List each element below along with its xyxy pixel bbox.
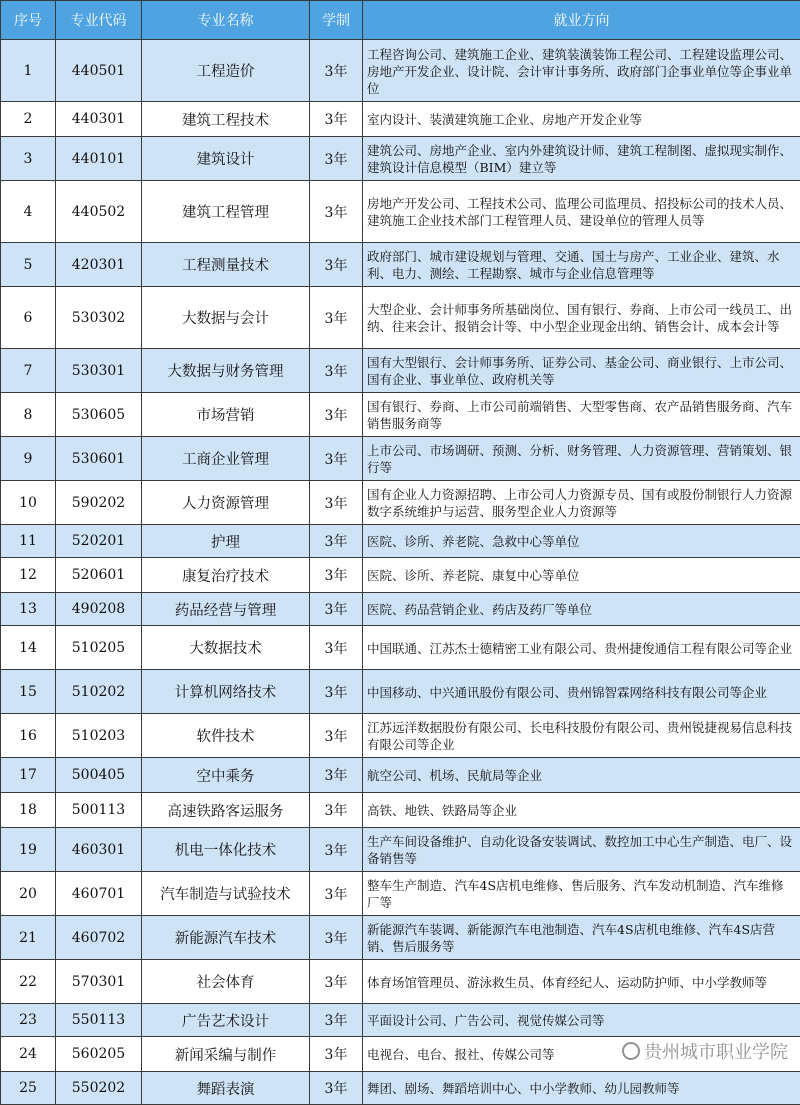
row-years: 3年: [310, 481, 363, 525]
row-no: 17: [1, 758, 56, 793]
row-code: 520601: [56, 558, 142, 593]
row-name: 建筑设计: [142, 137, 310, 181]
row-years: 3年: [310, 916, 363, 960]
row-years: 3年: [310, 828, 363, 872]
row-years: 3年: [310, 349, 363, 393]
row-direction: 室内设计、装潢建筑施工企业、房地产开发企业等: [363, 102, 800, 137]
table-row: [1, 437, 800, 481]
header-years: 学制: [310, 1, 363, 40]
header-no: 序号: [1, 1, 56, 40]
row-code: 460702: [56, 916, 142, 960]
row-direction: 中国联通、江苏杰士德精密工业有限公司、贵州捷俊通信工程有限公司等企业: [363, 626, 800, 670]
row-years: 3年: [310, 525, 363, 558]
row-name: 建筑工程技术: [142, 102, 310, 137]
row-code: 530301: [56, 349, 142, 393]
row-years: 3年: [310, 137, 363, 181]
watermark-text: 贵州城市职业学院: [644, 1038, 788, 1064]
row-name: 工程造价: [142, 40, 310, 102]
row-code: 550113: [56, 1004, 142, 1037]
row-no: 4: [1, 181, 56, 243]
table-row: [1, 828, 800, 872]
table-row: [1, 872, 800, 916]
row-code: 440301: [56, 102, 142, 137]
row-name: 工商企业管理: [142, 437, 310, 481]
table-row: [1, 558, 800, 593]
row-code: 500405: [56, 758, 142, 793]
row-direction: 航空公司、机场、民航局等企业: [363, 758, 800, 793]
row-code: 510203: [56, 714, 142, 758]
row-code: 510205: [56, 626, 142, 670]
row-no: 14: [1, 626, 56, 670]
row-name: 机电一体化技术: [142, 828, 310, 872]
wechat-icon: [622, 1042, 640, 1060]
row-no: 11: [1, 525, 56, 558]
row-code: 590202: [56, 481, 142, 525]
table-row: [1, 393, 800, 437]
row-direction: 政府部门、城市建设规划与管理、交通、国土与房产、工业企业、建筑、水利、电力、测绘、工程勘察、城市与企业信息管理等: [363, 243, 800, 287]
row-direction: 国有大型银行、会计师事务所、证券公司、基金公司、商业银行、上市公司、国有企业、事业单位、政府机关等: [363, 349, 800, 393]
table-row: [1, 1072, 800, 1105]
row-no: 10: [1, 481, 56, 525]
row-years: 3年: [310, 1072, 363, 1105]
row-years: 3年: [310, 593, 363, 626]
row-name: 大数据技术: [142, 626, 310, 670]
row-direction: 医院、诊所、养老院、康复中心等单位: [363, 558, 800, 593]
table-header-row: [1, 1, 800, 40]
row-years: 3年: [310, 40, 363, 102]
row-name: 高速铁路客运服务: [142, 793, 310, 828]
row-name: 护理: [142, 525, 310, 558]
row-no: 20: [1, 872, 56, 916]
row-no: 9: [1, 437, 56, 481]
row-direction: 医院、诊所、养老院、急救中心等单位: [363, 525, 800, 558]
row-direction: 整车生产制造、汽车4S店机电维修、售后服务、汽车发动机制造、汽车维修厂等: [363, 872, 800, 916]
row-no: 15: [1, 670, 56, 714]
row-years: 3年: [310, 287, 363, 349]
row-years: 3年: [310, 243, 363, 287]
row-years: 3年: [310, 393, 363, 437]
row-code: 530601: [56, 437, 142, 481]
row-direction: 工程咨询公司、建筑施工企业、建筑装潢装饰工程公司、工程建设监理公司、房地产开发企业、设计院、会计审计事务所、政府部门企事业单位等企事业单位: [363, 40, 800, 102]
row-no: 22: [1, 960, 56, 1004]
row-name: 新闻采编与制作: [142, 1037, 310, 1072]
row-name: 康复治疗技术: [142, 558, 310, 593]
table-row: [1, 481, 800, 525]
table-row: [1, 626, 800, 670]
table-row: [1, 758, 800, 793]
row-years: 3年: [310, 872, 363, 916]
row-years: 3年: [310, 1037, 363, 1072]
row-no: 8: [1, 393, 56, 437]
row-no: 18: [1, 793, 56, 828]
row-code: 490208: [56, 593, 142, 626]
row-name: 建筑工程管理: [142, 181, 310, 243]
row-name: 软件技术: [142, 714, 310, 758]
row-name: 广告艺术设计: [142, 1004, 310, 1037]
row-no: 21: [1, 916, 56, 960]
row-code: 440101: [56, 137, 142, 181]
row-code: 460701: [56, 872, 142, 916]
row-no: 23: [1, 1004, 56, 1037]
row-years: 3年: [310, 758, 363, 793]
row-no: 1: [1, 40, 56, 102]
row-no: 16: [1, 714, 56, 758]
row-code: 420301: [56, 243, 142, 287]
row-years: 3年: [310, 714, 363, 758]
row-code: 440502: [56, 181, 142, 243]
row-direction: 大型企业、会计师事务所基础岗位、国有银行、券商、上市公司一线员工、出纳、往来会计、报销会计等、中小型企业现金出纳、销售会计、成本会计等: [363, 287, 800, 349]
row-direction: 体育场馆管理员、游泳救生员、体育经纪人、运动防护师、中小学教师等: [363, 960, 800, 1004]
table-row: [1, 916, 800, 960]
row-name: 舞蹈表演: [142, 1072, 310, 1105]
row-direction: 中国移动、中兴通讯股份有限公司、贵州锦智霖网络科技有限公司等企业: [363, 670, 800, 714]
row-years: 3年: [310, 1004, 363, 1037]
table-row: [1, 181, 800, 243]
row-no: 5: [1, 243, 56, 287]
row-name: 大数据与财务管理: [142, 349, 310, 393]
table-row: [1, 793, 800, 828]
row-no: 13: [1, 593, 56, 626]
table-row: [1, 102, 800, 137]
row-direction: 生产车间设备维护、自动化设备安装调试、数控加工中心生产制造、电厂、设备销售等: [363, 828, 800, 872]
row-code: 500113: [56, 793, 142, 828]
row-code: 440501: [56, 40, 142, 102]
row-name: 空中乘务: [142, 758, 310, 793]
row-years: 3年: [310, 793, 363, 828]
row-name: 新能源汽车技术: [142, 916, 310, 960]
row-years: 3年: [310, 558, 363, 593]
row-direction: 电视台、电台、报社、传媒公司等: [363, 1037, 800, 1072]
row-no: 7: [1, 349, 56, 393]
header-direction: 就业方向: [363, 1, 800, 40]
row-years: 3年: [310, 102, 363, 137]
row-no: 24: [1, 1037, 56, 1072]
header-code: 专业代码: [56, 1, 142, 40]
row-code: 570301: [56, 960, 142, 1004]
table-row: [1, 243, 800, 287]
row-direction: 新能源汽车装调、新能源汽车电池制造、汽车4S店机电维修、汽车4S店营销、售后服务等: [363, 916, 800, 960]
table-row: [1, 349, 800, 393]
row-name: 人力资源管理: [142, 481, 310, 525]
row-name: 工程测量技术: [142, 243, 310, 287]
row-code: 560205: [56, 1037, 142, 1072]
row-direction: 平面设计公司、广告公司、视觉传媒公司等: [363, 1004, 800, 1037]
table-row: [1, 137, 800, 181]
row-direction: 舞团、剧场、舞蹈培训中心、中小学教师、幼儿园教师等: [363, 1072, 800, 1105]
table-row: [1, 670, 800, 714]
row-code: 550202: [56, 1072, 142, 1105]
table-row: [1, 960, 800, 1004]
row-name: 药品经营与管理: [142, 593, 310, 626]
row-name: 社会体育: [142, 960, 310, 1004]
row-years: 3年: [310, 670, 363, 714]
row-no: 25: [1, 1072, 56, 1105]
row-code: 520201: [56, 525, 142, 558]
row-no: 3: [1, 137, 56, 181]
row-direction: 上市公司、市场调研、预测、分析、财务管理、人力资源管理、营销策划、银行等: [363, 437, 800, 481]
row-code: 510202: [56, 670, 142, 714]
row-direction: 江苏远洋数据股份有限公司、长电科技股份有限公司、贵州锐捷视易信息科技有限公司等企业: [363, 714, 800, 758]
row-years: 3年: [310, 181, 363, 243]
row-no: 19: [1, 828, 56, 872]
header-name: 专业名称: [142, 1, 310, 40]
row-direction: 房地产开发公司、工程技术公司、监理公司监理员、招投标公司的技术人员、建筑施工企业技术部门工程管理人员、建设单位的管理人员等: [363, 181, 800, 243]
table-row: [1, 525, 800, 558]
row-code: 530605: [56, 393, 142, 437]
row-name: 汽车制造与试验技术: [142, 872, 310, 916]
row-years: 3年: [310, 437, 363, 481]
row-years: 3年: [310, 960, 363, 1004]
row-no: 12: [1, 558, 56, 593]
row-no: 6: [1, 287, 56, 349]
row-code: 530302: [56, 287, 142, 349]
row-direction: 高铁、地铁、铁路局等企业: [363, 793, 800, 828]
row-name: 计算机网络技术: [142, 670, 310, 714]
table-row: [1, 40, 800, 102]
row-code: 460301: [56, 828, 142, 872]
row-direction: 国有企业人力资源招聘、上市公司人力资源专员、国有或股份制银行人力资源数字系统维护与运营、服务型企业人力资源等: [363, 481, 800, 525]
table-row: [1, 287, 800, 349]
table-row: [1, 593, 800, 626]
row-name: 市场营销: [142, 393, 310, 437]
row-name: 大数据与会计: [142, 287, 310, 349]
row-direction: 医院、药品营销企业、药店及药厂等单位: [363, 593, 800, 626]
row-years: 3年: [310, 626, 363, 670]
row-direction: 国有银行、券商、上市公司前端销售、大型零售商、农产品销售服务商、汽车销售服务商等: [363, 393, 800, 437]
row-no: 2: [1, 102, 56, 137]
table-row: [1, 1004, 800, 1037]
table-row: [1, 714, 800, 758]
watermark: [622, 1038, 788, 1064]
row-direction: 建筑公司、房地产企业、室内外建筑设计师、建筑工程制图、虚拟现实制作、建筑设计信息模型（BIM）建立等: [363, 137, 800, 181]
